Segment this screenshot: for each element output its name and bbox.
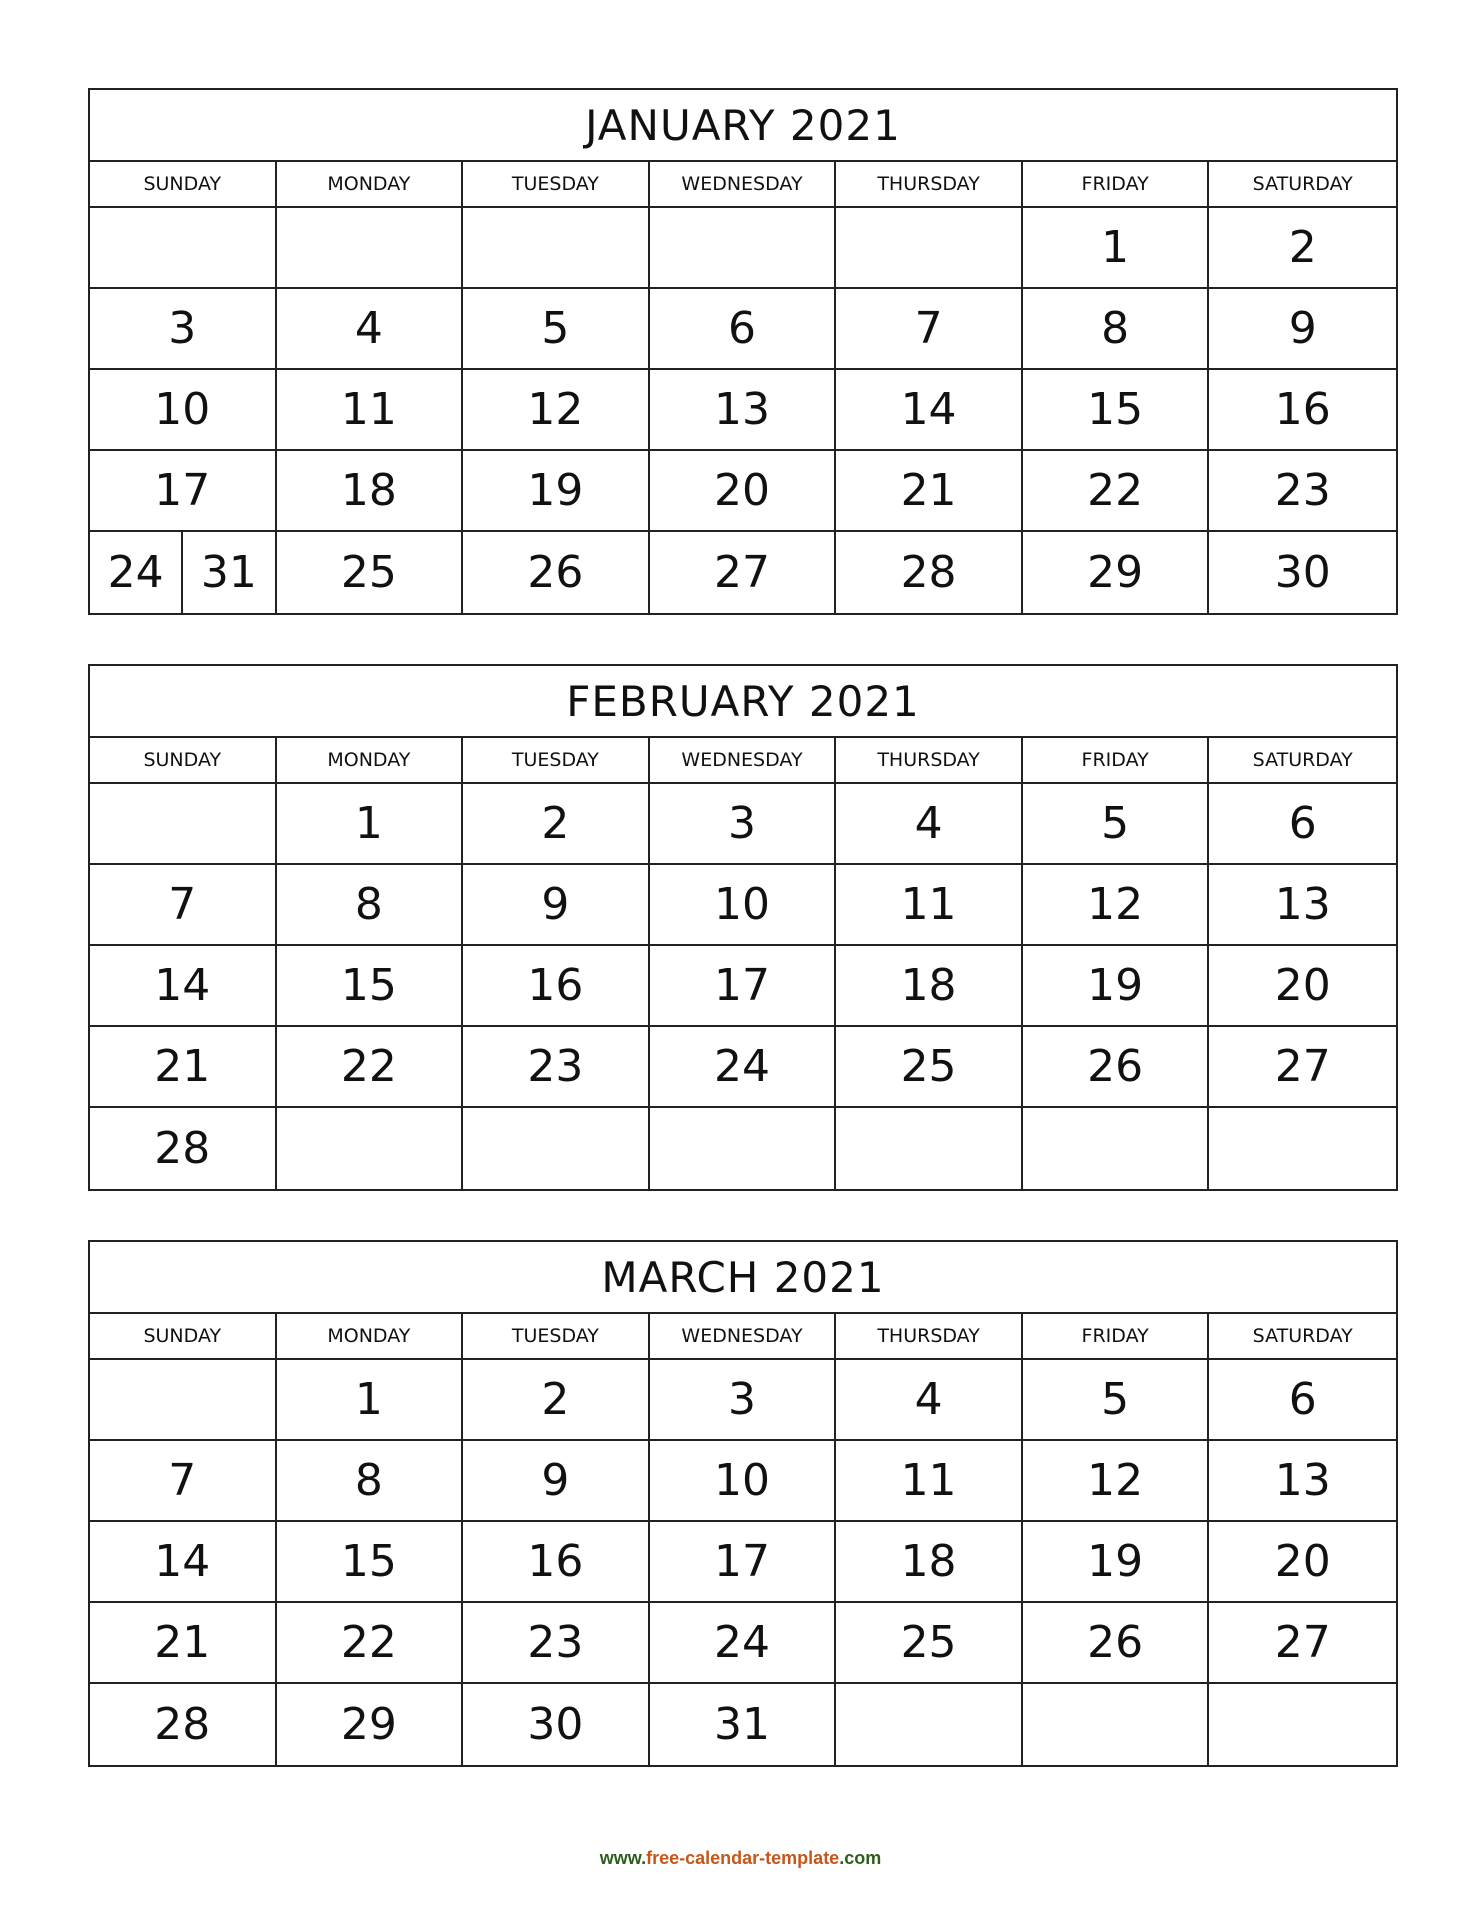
weekday-label: SATURDAY bbox=[1252, 1325, 1353, 1347]
day-cell bbox=[650, 784, 837, 865]
day-cell bbox=[463, 1027, 650, 1108]
day-number: 3 bbox=[727, 798, 756, 849]
day-cell bbox=[463, 865, 650, 946]
day-number: 4 bbox=[914, 798, 943, 849]
day-cell bbox=[90, 1684, 277, 1765]
day-number: 27 bbox=[713, 547, 770, 598]
day-cell bbox=[1209, 1603, 1396, 1684]
day-cell bbox=[650, 370, 837, 451]
day-cell bbox=[90, 1441, 277, 1522]
day-number: 11 bbox=[340, 384, 397, 435]
day-cell bbox=[463, 1603, 650, 1684]
day-cell bbox=[1023, 1684, 1210, 1765]
day-cell bbox=[836, 208, 1023, 289]
day-number: 5 bbox=[1101, 1374, 1130, 1425]
day-number: 11 bbox=[900, 879, 957, 930]
day-number: 9 bbox=[1288, 303, 1317, 354]
day-number: 2 bbox=[541, 1374, 570, 1425]
day-number: 19 bbox=[527, 465, 584, 516]
day-number: 31 bbox=[713, 1699, 770, 1750]
day-cell bbox=[1209, 1108, 1396, 1189]
day-cell bbox=[463, 370, 650, 451]
day-number: 7 bbox=[168, 879, 197, 930]
day-cell bbox=[90, 1108, 277, 1189]
day-number: 6 bbox=[1288, 1374, 1317, 1425]
day-cell bbox=[463, 532, 650, 613]
day-cell bbox=[836, 1522, 1023, 1603]
day-number: 23 bbox=[527, 1617, 584, 1668]
day-cell bbox=[836, 1684, 1023, 1765]
day-cell bbox=[836, 1108, 1023, 1189]
day-number: 3 bbox=[168, 303, 197, 354]
day-cell bbox=[463, 946, 650, 1027]
day-cell bbox=[1209, 370, 1396, 451]
day-cell bbox=[836, 865, 1023, 946]
day-number: 6 bbox=[727, 303, 756, 354]
day-cell bbox=[1023, 208, 1210, 289]
day-cell bbox=[650, 289, 837, 370]
day-cell bbox=[277, 1441, 464, 1522]
day-cell bbox=[277, 1360, 464, 1441]
weekday-label: FRIDAY bbox=[1023, 1314, 1210, 1358]
day-number: 26 bbox=[1087, 1617, 1144, 1668]
day-number: 8 bbox=[354, 879, 383, 930]
day-cell bbox=[650, 1360, 837, 1441]
day-number: 11 bbox=[900, 1455, 957, 1506]
day-cell bbox=[90, 370, 277, 451]
day-cell bbox=[1209, 532, 1396, 613]
day-number: 28 bbox=[900, 547, 957, 598]
day-cell bbox=[277, 289, 464, 370]
footer-prefix: www. bbox=[599, 1848, 647, 1868]
day-number: 4 bbox=[354, 303, 383, 354]
day-cell bbox=[1209, 1027, 1396, 1108]
day-number: 12 bbox=[527, 384, 584, 435]
day-grid bbox=[90, 784, 1396, 1189]
day-cell bbox=[463, 1684, 650, 1765]
day-number: 15 bbox=[340, 960, 397, 1011]
day-cell bbox=[90, 208, 277, 289]
day-cell bbox=[463, 1108, 650, 1189]
day-number: 30 bbox=[527, 1699, 584, 1750]
day-number: 20 bbox=[1274, 960, 1331, 1011]
day-number: 9 bbox=[541, 1455, 570, 1506]
day-number: 16 bbox=[527, 960, 584, 1011]
day-number: 16 bbox=[527, 1536, 584, 1587]
day-number: 8 bbox=[354, 1455, 383, 1506]
weekday-header-row bbox=[90, 738, 1396, 784]
weekday-label: SUNDAY bbox=[90, 1314, 277, 1358]
day-cell bbox=[277, 946, 464, 1027]
day-cell bbox=[90, 784, 277, 865]
weekday-label: THURSDAY bbox=[836, 1314, 1023, 1358]
day-cell bbox=[650, 208, 837, 289]
day-cell bbox=[1209, 1522, 1396, 1603]
day-cell bbox=[650, 1108, 837, 1189]
day-number: 13 bbox=[1274, 879, 1331, 930]
day-cell bbox=[277, 532, 464, 613]
day-cell bbox=[463, 208, 650, 289]
day-number: 22 bbox=[340, 1617, 397, 1668]
day-number: 10 bbox=[713, 1455, 770, 1506]
day-number: 9 bbox=[541, 879, 570, 930]
day-number: 1 bbox=[1101, 222, 1130, 273]
day-cell bbox=[836, 1360, 1023, 1441]
footer-suffix: .com bbox=[839, 1848, 882, 1868]
day-number: 18 bbox=[900, 960, 957, 1011]
day-number: 25 bbox=[900, 1041, 957, 1092]
day-grid bbox=[90, 1360, 1396, 1765]
day-number: 20 bbox=[1274, 1536, 1331, 1587]
day-cell bbox=[1023, 532, 1210, 613]
day-cell bbox=[836, 1027, 1023, 1108]
day-number: 24 bbox=[90, 532, 183, 613]
day-cell bbox=[90, 1603, 277, 1684]
day-cell bbox=[650, 451, 837, 532]
day-number: 14 bbox=[900, 384, 957, 435]
weekday-label: SATURDAY bbox=[1252, 173, 1353, 195]
day-cell bbox=[650, 1522, 837, 1603]
day-number: 2 bbox=[1288, 222, 1317, 273]
day-cell bbox=[277, 1684, 464, 1765]
day-number: 7 bbox=[914, 303, 943, 354]
day-cell bbox=[277, 370, 464, 451]
day-cell bbox=[650, 532, 837, 613]
weekday-label: WEDNESDAY bbox=[650, 1314, 837, 1358]
weekday-label: WEDNESDAY bbox=[650, 162, 837, 206]
weekday-label: THURSDAY bbox=[836, 738, 1023, 782]
day-number: 6 bbox=[1288, 798, 1317, 849]
weekday-label: TUESDAY bbox=[463, 738, 650, 782]
weekday-label: MONDAY bbox=[277, 162, 464, 206]
day-cell bbox=[90, 1360, 277, 1441]
day-number: 27 bbox=[1274, 1041, 1331, 1092]
day-cell bbox=[836, 370, 1023, 451]
day-cell bbox=[1209, 1360, 1396, 1441]
day-cell bbox=[463, 451, 650, 532]
day-number: 5 bbox=[541, 303, 570, 354]
day-cell bbox=[836, 451, 1023, 532]
day-number: 10 bbox=[713, 879, 770, 930]
day-number: 8 bbox=[1101, 303, 1130, 354]
day-cell bbox=[1023, 1027, 1210, 1108]
day-cell bbox=[1023, 1441, 1210, 1522]
day-number: 24 bbox=[713, 1617, 770, 1668]
weekday-header-row bbox=[90, 1314, 1396, 1360]
weekday-header-row bbox=[90, 162, 1396, 208]
day-number: 16 bbox=[1274, 384, 1331, 435]
day-number: 19 bbox=[1087, 1536, 1144, 1587]
day-cell bbox=[1023, 1603, 1210, 1684]
day-cell bbox=[836, 289, 1023, 370]
day-cell bbox=[90, 289, 277, 370]
day-number: 23 bbox=[1274, 465, 1331, 516]
day-cell bbox=[1023, 1522, 1210, 1603]
day-cell bbox=[1209, 865, 1396, 946]
day-cell bbox=[463, 1441, 650, 1522]
day-cell bbox=[1209, 784, 1396, 865]
day-number: 12 bbox=[1087, 879, 1144, 930]
day-cell bbox=[836, 946, 1023, 1027]
month-title: MARCH 2021 bbox=[90, 1242, 1396, 1314]
day-cell bbox=[277, 1027, 464, 1108]
day-number: 18 bbox=[340, 465, 397, 516]
day-cell bbox=[1023, 1108, 1210, 1189]
month-march bbox=[88, 1240, 1398, 1767]
day-grid bbox=[90, 208, 1396, 613]
day-number: 21 bbox=[900, 465, 957, 516]
day-cell bbox=[277, 1522, 464, 1603]
day-cell bbox=[836, 1603, 1023, 1684]
day-cell bbox=[1209, 451, 1396, 532]
weekday-label: MONDAY bbox=[277, 738, 464, 782]
weekday-label: FRIDAY bbox=[1023, 738, 1210, 782]
day-cell bbox=[277, 865, 464, 946]
day-cell bbox=[836, 784, 1023, 865]
day-cell bbox=[650, 1441, 837, 1522]
day-cell bbox=[463, 784, 650, 865]
day-cell bbox=[1023, 289, 1210, 370]
day-number: 26 bbox=[1087, 1041, 1144, 1092]
day-cell bbox=[650, 865, 837, 946]
day-number: 4 bbox=[914, 1374, 943, 1425]
day-number: 25 bbox=[340, 547, 397, 598]
day-number: 3 bbox=[727, 1374, 756, 1425]
day-cell bbox=[836, 532, 1023, 613]
day-cell bbox=[1209, 208, 1396, 289]
day-number: 10 bbox=[154, 384, 211, 435]
day-cell bbox=[1023, 1360, 1210, 1441]
weekday-label: SATURDAY bbox=[1252, 749, 1353, 771]
day-number: 30 bbox=[1274, 547, 1331, 598]
day-cell bbox=[90, 532, 277, 613]
month-title: JANUARY 2021 bbox=[90, 90, 1396, 162]
day-cell bbox=[90, 865, 277, 946]
day-cell bbox=[650, 946, 837, 1027]
weekday-label: TUESDAY bbox=[463, 1314, 650, 1358]
day-cell bbox=[277, 451, 464, 532]
month-title: FEBRUARY 2021 bbox=[90, 666, 1396, 738]
day-cell bbox=[277, 1603, 464, 1684]
day-number: 14 bbox=[154, 1536, 211, 1587]
day-cell bbox=[650, 1603, 837, 1684]
weekday-label: THURSDAY bbox=[836, 162, 1023, 206]
day-cell bbox=[836, 1441, 1023, 1522]
day-number: 17 bbox=[154, 465, 211, 516]
day-cell bbox=[463, 289, 650, 370]
month-february bbox=[88, 664, 1398, 1191]
day-cell bbox=[90, 1027, 277, 1108]
day-number: 18 bbox=[900, 1536, 957, 1587]
day-cell bbox=[90, 946, 277, 1027]
day-number: 2 bbox=[541, 798, 570, 849]
weekday-label: TUESDAY bbox=[463, 162, 650, 206]
day-number: 15 bbox=[1087, 384, 1144, 435]
day-number: 21 bbox=[154, 1041, 211, 1092]
day-cell bbox=[90, 451, 277, 532]
day-cell bbox=[1023, 370, 1210, 451]
day-number: 22 bbox=[340, 1041, 397, 1092]
weekday-label: MONDAY bbox=[277, 1314, 464, 1358]
day-cell bbox=[1209, 946, 1396, 1027]
day-number: 1 bbox=[354, 798, 383, 849]
day-number: 22 bbox=[1087, 465, 1144, 516]
footer-website[interactable] bbox=[0, 1848, 1481, 1869]
day-cell bbox=[1023, 865, 1210, 946]
day-number: 19 bbox=[1087, 960, 1144, 1011]
footer-name: free-calendar-template bbox=[646, 1848, 840, 1868]
day-cell bbox=[90, 1522, 277, 1603]
day-number: 13 bbox=[713, 384, 770, 435]
day-cell bbox=[463, 1522, 650, 1603]
day-number: 28 bbox=[154, 1699, 211, 1750]
day-number: 7 bbox=[168, 1455, 197, 1506]
day-number: 14 bbox=[154, 960, 211, 1011]
day-cell bbox=[277, 208, 464, 289]
day-number: 29 bbox=[340, 1699, 397, 1750]
month-january bbox=[88, 88, 1398, 615]
day-number: 17 bbox=[713, 1536, 770, 1587]
day-number: 24 bbox=[713, 1041, 770, 1092]
day-number: 17 bbox=[713, 960, 770, 1011]
day-cell bbox=[277, 1108, 464, 1189]
day-number: 13 bbox=[1274, 1455, 1331, 1506]
day-cell bbox=[1209, 289, 1396, 370]
day-number: 23 bbox=[527, 1041, 584, 1092]
weekday-label: WEDNESDAY bbox=[650, 738, 837, 782]
weekday-label: SUNDAY bbox=[90, 738, 277, 782]
day-cell bbox=[1023, 946, 1210, 1027]
day-number: 21 bbox=[154, 1617, 211, 1668]
day-number: 27 bbox=[1274, 1617, 1331, 1668]
day-number: 29 bbox=[1087, 547, 1144, 598]
day-number: 20 bbox=[713, 465, 770, 516]
day-number: 31 bbox=[200, 547, 257, 598]
day-cell bbox=[1023, 451, 1210, 532]
weekday-label: SUNDAY bbox=[90, 162, 277, 206]
day-number: 15 bbox=[340, 1536, 397, 1587]
day-cell bbox=[1209, 1441, 1396, 1522]
weekday-label: FRIDAY bbox=[1023, 162, 1210, 206]
day-number: 25 bbox=[900, 1617, 957, 1668]
day-number: 1 bbox=[354, 1374, 383, 1425]
day-cell bbox=[1209, 1684, 1396, 1765]
day-cell bbox=[650, 1027, 837, 1108]
day-cell bbox=[463, 1360, 650, 1441]
day-number: 12 bbox=[1087, 1455, 1144, 1506]
day-number: 5 bbox=[1101, 798, 1130, 849]
day-number: 26 bbox=[527, 547, 584, 598]
day-cell bbox=[277, 784, 464, 865]
day-cell bbox=[650, 1684, 837, 1765]
day-cell bbox=[1023, 784, 1210, 865]
day-number: 28 bbox=[154, 1123, 211, 1174]
